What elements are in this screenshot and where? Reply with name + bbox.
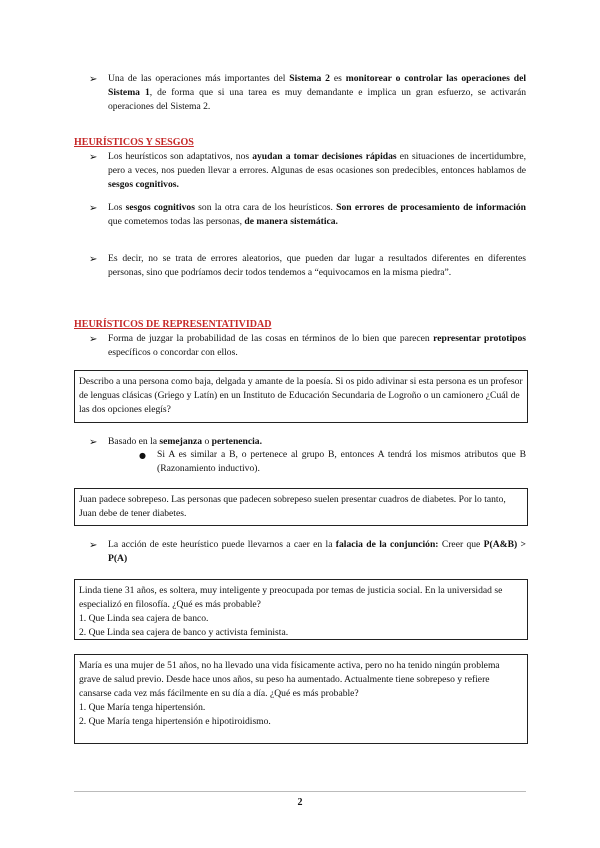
heading-representatividad: HEURÍSTICOS DE REPRESENTATIVIDAD: [74, 319, 272, 330]
maria-description: María es una mujer de 51 años, no ha llevado una vida físicamente activa, pero no ha tenido ningún problema grave de salud previo. Desde hace unos años, su peso ha aumentado. Actualmente tiene sobrepeso y refiere cansarse cada vez más fácilmente en su día a día. ¿Qué es más probable?: [79, 660, 500, 699]
bullet-arrow-icon: [89, 539, 97, 553]
paragraph-errores-aleatorios: Es decir, no se trata de errores aleatorios, que pueden dar lugar a resultados diferentes en diferentes personas, sino que podríamos decir todos tendemos a “equivocamos en la misma piedra”.: [108, 253, 526, 278]
maria-option-1: 1. Que María tenga hipertensión.: [79, 702, 206, 713]
paragraph-sesgos-cognitivos: Los sesgos cognitivos son la otra cara de los heurísticos. Son errores de procesamiento de información que cometemos todas las personas, de manera sistemática.: [108, 202, 526, 227]
bullet-arrow-icon: [89, 436, 97, 450]
example-box-maria: [74, 654, 528, 744]
page-number: 2: [297, 797, 303, 808]
linda-description: Linda tiene 31 años, es soltera, muy inteligente y preocupada por temas de justicia social. En la universidad se especializó en filosofía. ¿Qué es más probable?: [79, 585, 503, 610]
example-box-linda: [74, 579, 528, 640]
bullet-arrow-icon: [89, 333, 97, 347]
paragraph-semejanza: Basado en la semejanza o pertenencia.: [108, 436, 262, 447]
bullet-arrow-icon: [89, 73, 97, 87]
example-box-juan: Juan padece sobrepeso. Las personas que padecen sobrepeso suelen presentar cuadros de diabetes. Por lo tanto, Juan debe de tener diabetes.: [74, 488, 528, 526]
paragraph-falacia-conjuncion: La acción de este heurístico puede llevarnos a caer en la falacia de la conjunción: Creer que P(A&B) > P(A): [108, 539, 527, 564]
footer-divider: [74, 791, 526, 792]
bullet-dot-icon: ●: [139, 451, 146, 460]
maria-option-2: 2. Que María tenga hipertensión e hipotiroidismo.: [79, 716, 271, 727]
bullet-arrow-icon: [89, 151, 97, 165]
paragraph-forma-juzgar: Forma de juzgar la probabilidad de las cosas en términos de lo bien que parecen representar prototipos específicos o concordar con ellos.: [108, 333, 526, 358]
bullet-arrow-icon: [89, 202, 97, 216]
paragraph-sistema2: Una de las operaciones más importantes del Sistema 2 es monitorear o controlar las operaciones del Sistema 1, de forma que si una tarea es muy demandante e implica un gran esfuerzo, se activarán operaciones del Sistema 2.: [108, 73, 527, 112]
linda-option-2: 2. Que Linda sea cajera de banco y activista feminista.: [79, 627, 289, 638]
paragraph-similar-inductivo: Si A es similar a B, o pertenece al grupo B, entonces A tendrá los mismos atributos que B (Razonamiento inductivo).: [157, 449, 526, 474]
heading-heuristicos-sesgos: HEURÍSTICOS Y SESGOS: [74, 137, 194, 148]
linda-option-1: 1. Que Linda sea cajera de banco.: [79, 613, 209, 624]
example-box-poesia: Describo a una persona como baja, delgada y amante de la poesía. Si os pido adivinar si esta persona es un profesor de lenguas clásicas (Griego y Latín) en un Instituto de Educación Secundaria de Logroño o un camionero ¿Cuál de las dos opciones elegís?: [74, 370, 528, 423]
paragraph-heuristicos-adaptativos: Los heurísticos son adaptativos, nos ayudan a tomar decisiones rápidas en situaciones de incertidumbre, pero a veces, nos pueden llevar a errores. Algunas de esas ocasiones son predecibles, entonces hablamos de sesgos cognitivos.: [108, 151, 526, 190]
bullet-arrow-icon: [89, 253, 97, 267]
